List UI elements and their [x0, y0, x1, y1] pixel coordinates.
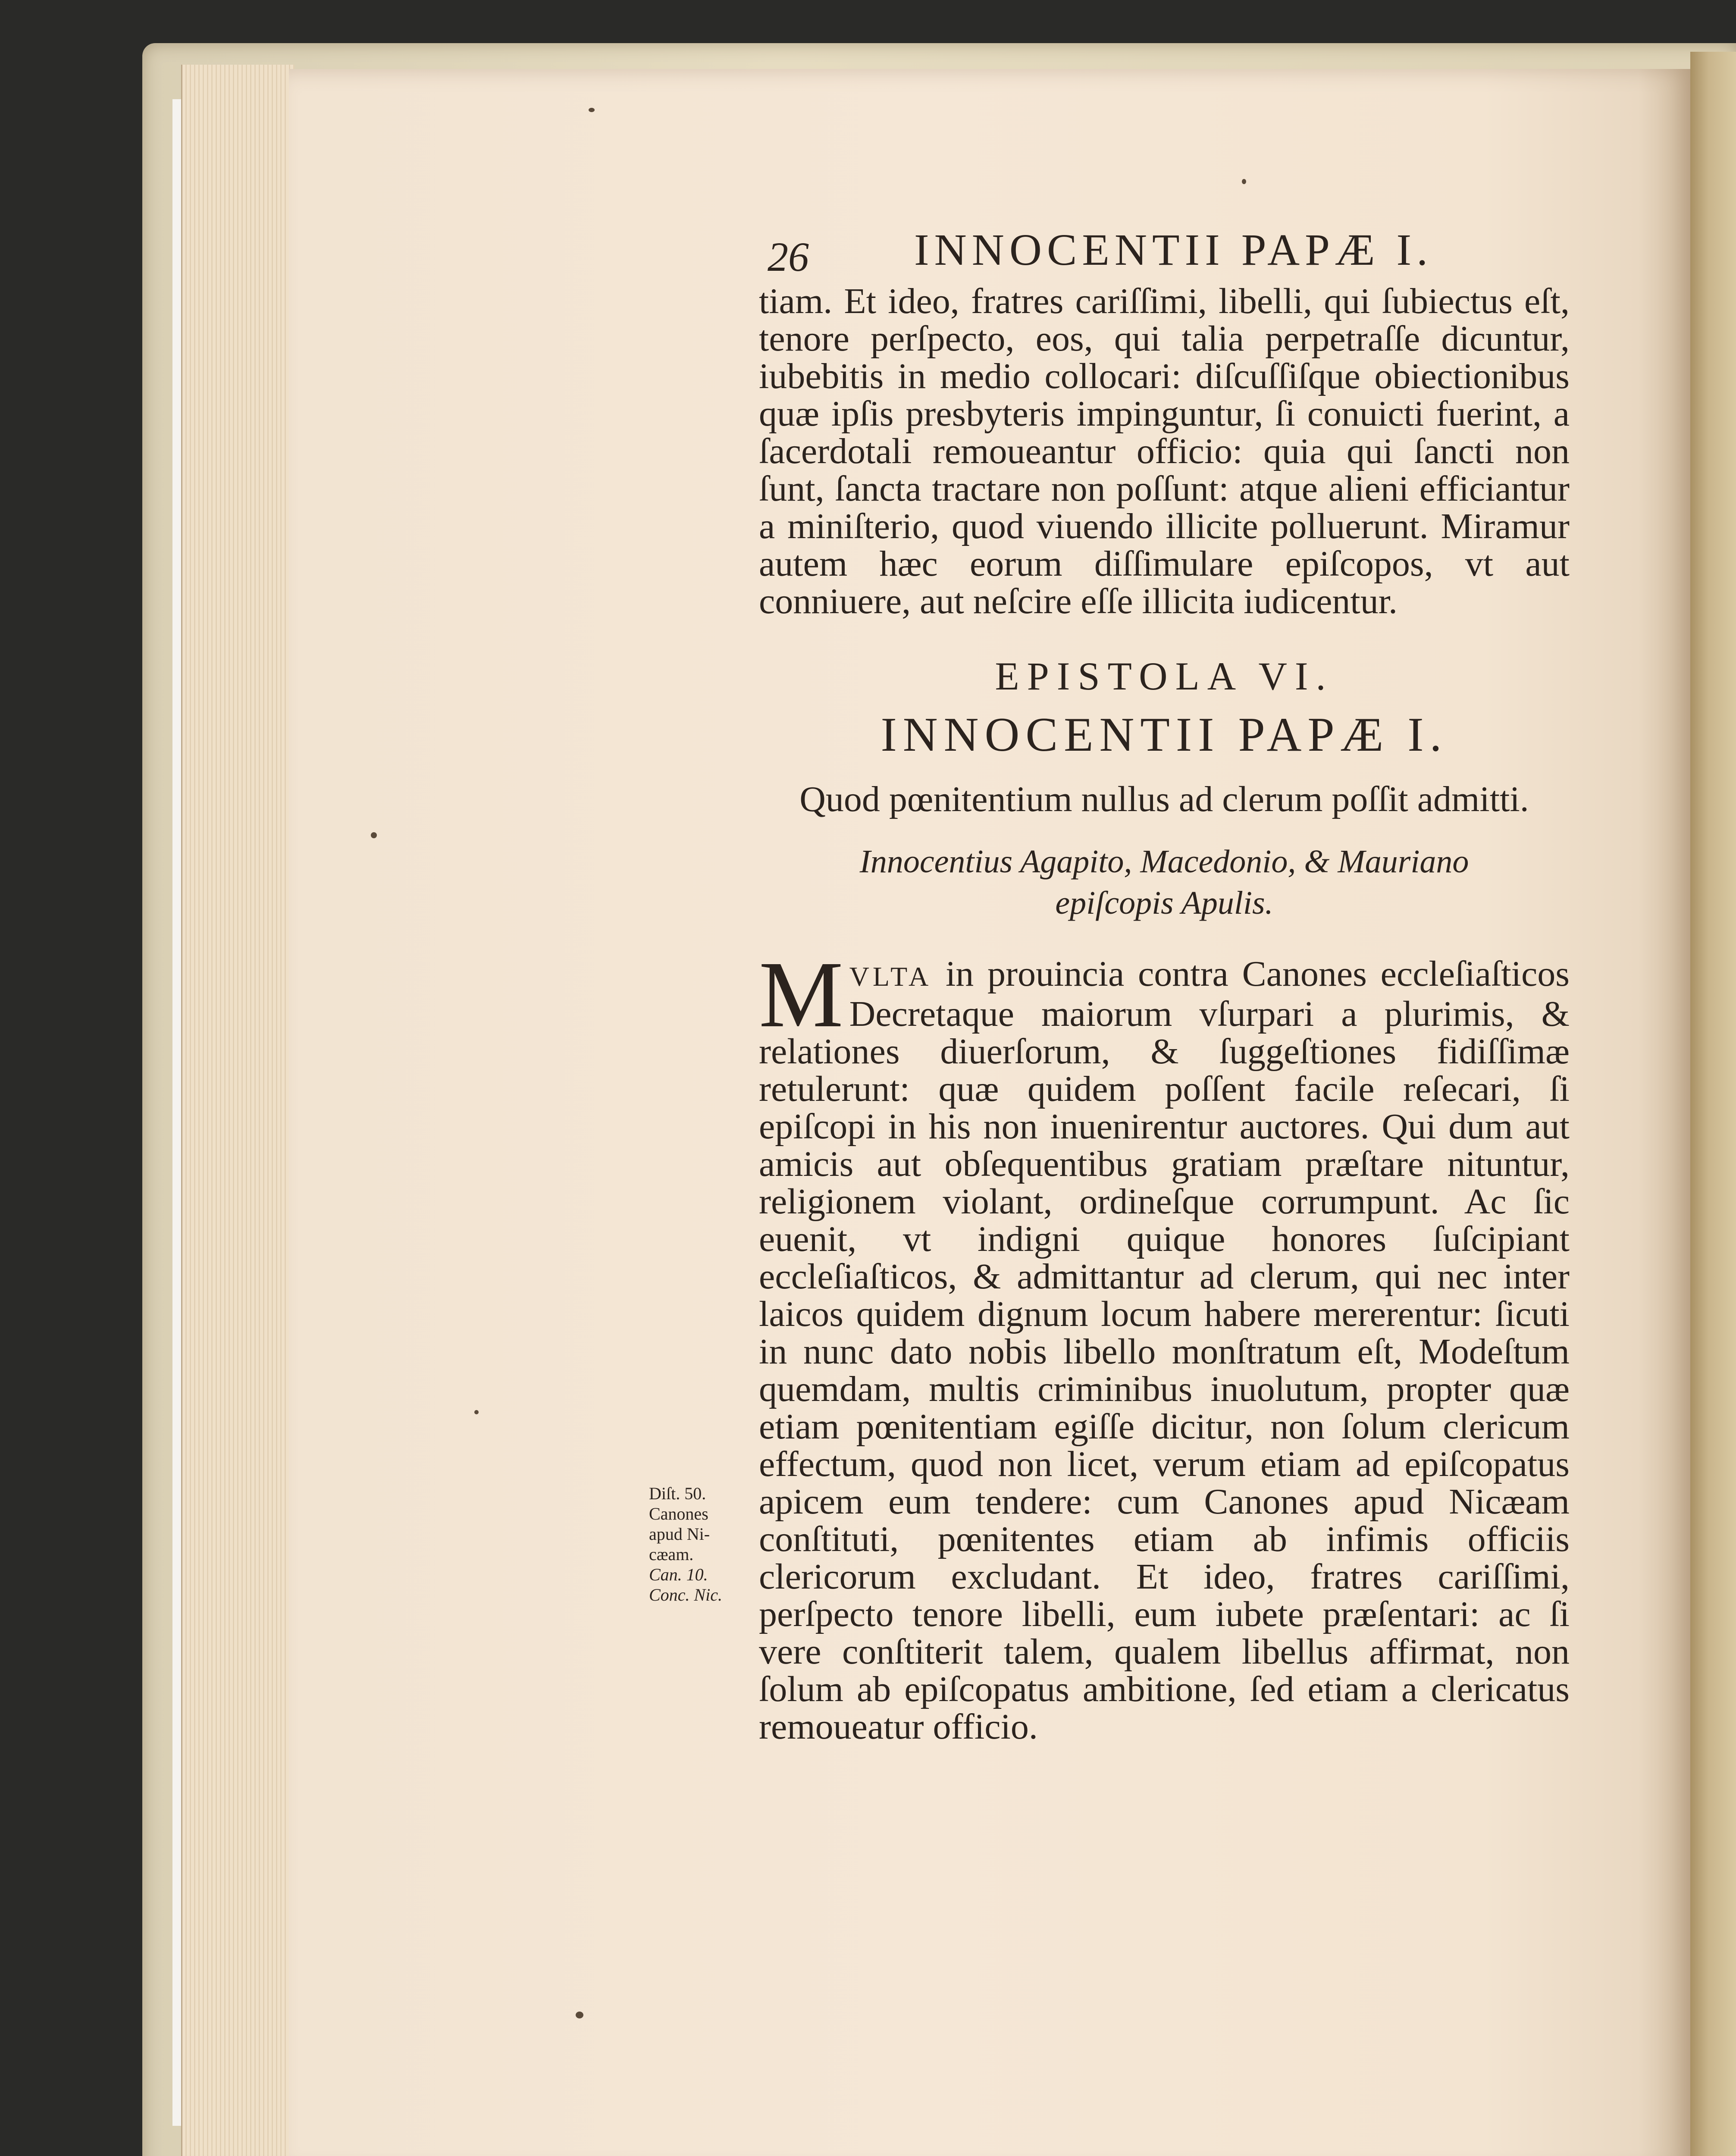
continuation-paragraph — [759, 282, 1570, 620]
margin-note-line: Canones — [649, 1504, 708, 1523]
paper-speck — [1242, 179, 1246, 184]
epistle-title: INNOCENTII PAPÆ I. — [881, 708, 1448, 761]
epistle-subtitle: Quod pœnitentium nullus ad clerum poſſit admitti. — [799, 779, 1529, 819]
paper-speck — [576, 2012, 583, 2018]
body-text: in prouincia contra Canones eccleſiaſticos Decretaque maiorum vſurpari a plurimis, & relationes diuerſorum, & ſuggeſtiones fidiſſimæ retulerunt: quæ quidem poſſent facile reſecari, ſi epiſcopi in his non inuenirentur auctores. Qui dum aut amicis aut obſequentibus gratiam præſtare nituntur, religionem violant, ordineſque corrumpunt. Ac ſic euenit, vt indigni quique honores ſuſcipiant eccleſiaſticos, & admittantur ad clerum, qui nec inter laicos quidem dignum locum habere mererentur: ſicuti in nunc dato nobis libello monſtratum eſt, Modeſtum quemdam, multis criminibus inuolutum, propter quæ etiam pœnitentiam egiſſe dicitur, non ſolum clericum effectum, quod non licet, verum etiam ad epiſcopatus apicem eum tendere: cum Canones apud Nicæam conſtituti, pœnitentes etiam ab infimis officiis clericorum excludant. Et ideo, fratres cariſſimi, perſpecto tenore libelli, eum iubete præſentari: ac ſi vere conſtiterit talem, qualem libellus affirmat, non ſolum ab epiſcopatus ambitione, ſed etiam a clericatus remoueatur officio. — [759, 954, 1570, 1747]
address-line-1: Innocentius Agapito, Macedonio, & Mauriano — [859, 843, 1469, 880]
drop-cap: M — [759, 942, 843, 1047]
continuation-text: tiam. Et ideo, fratres cariſſimi, libelli, qui ſubiectus eſt, tenore perſpecto, eos, qui talia perpetraſſe dicuntur, iubebitis in medio collocari: diſcuſſiſque obiectionibus quæ ipſis presbyteris impinguntur, ſi conuicti fuerint, a ſacerdotali remoueantur officio: quia qui ſancti non ſunt, ſancta tractare non poſſunt: atque alieni efficiantur a miniſterio, quod viuendo illicite polluerunt. Miramur autem hæc eorum diſſimulare epiſcopos, vt aut conniuere, aut neſcire eſſe illicita iudicentur. — [759, 281, 1570, 621]
running-head — [763, 224, 1582, 285]
epistle-body — [759, 942, 1570, 1747]
paper-speck — [589, 108, 595, 112]
paper-speck — [371, 832, 377, 838]
body-lead: VLTA — [849, 961, 932, 992]
page-number: 26 — [768, 234, 809, 280]
margin-note-line: Conc. Nic. — [649, 1585, 722, 1604]
margin-note-line: cæam. — [649, 1545, 694, 1564]
margin-note-line: apud Ni- — [649, 1524, 710, 1544]
margin-note-line: Can. 10. — [649, 1565, 708, 1584]
book-fore-edge — [1690, 52, 1736, 2156]
page-edges — [181, 65, 295, 2156]
address-line-2: epiſcopis Apulis. — [1055, 885, 1273, 921]
epistle-number: EPISTOLA VI. — [995, 654, 1334, 698]
running-title: INNOCENTII PAPÆ I. — [914, 225, 1433, 275]
epistle-address — [802, 841, 1526, 924]
margin-note-line: Diſt. 50. — [649, 1484, 706, 1503]
margin-note — [649, 1483, 735, 1605]
paper-speck — [474, 1410, 479, 1414]
